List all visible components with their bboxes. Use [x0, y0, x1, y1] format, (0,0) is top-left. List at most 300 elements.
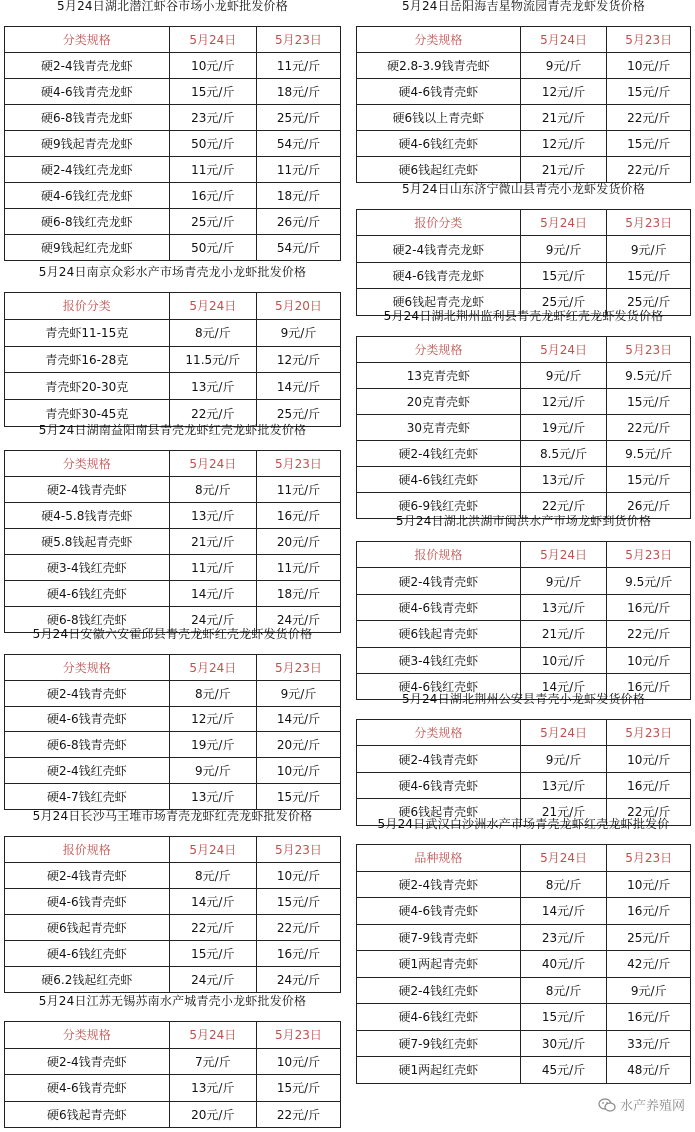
spec-cell: 硬6-8钱青壳龙虾	[5, 105, 170, 131]
header-spec: 分类规格	[5, 451, 170, 477]
price-cell: 13元/斤	[169, 1075, 256, 1102]
spec-cell: 硬6钱起青壳龙虾	[357, 289, 521, 315]
table-row	[5, 529, 341, 555]
table-title: 5月24日南京众彩水产市场青壳龙小龙虾批发价格	[38, 265, 307, 279]
price-cell: 21元/斤	[520, 105, 607, 131]
price-cell: 13元/斤	[520, 467, 607, 493]
header-date: 5月24日	[169, 655, 256, 681]
price-cell: 14元/斤	[256, 373, 340, 400]
price-cell: 16元/斤	[607, 772, 691, 798]
price-cell: 15元/斤	[520, 1004, 607, 1031]
spec-cell: 青壳虾30-45克	[5, 400, 170, 427]
price-table-nanjing	[4, 266, 341, 427]
header-date: 5月23日	[256, 655, 340, 681]
spec-cell: 13克青壳虾	[357, 363, 521, 389]
spec-cell: 硬2-4钱红壳虾	[5, 758, 170, 784]
spec-cell: 硬4-5.8钱青壳虾	[5, 503, 170, 529]
table-row	[5, 680, 341, 706]
spec-cell: 硬4-6钱青壳虾	[357, 594, 521, 620]
table-row	[5, 373, 341, 400]
price-cell: 20元/斤	[256, 529, 340, 555]
header-spec: 分类规格	[357, 27, 521, 53]
table-row	[5, 157, 341, 183]
spec-cell: 青壳虾16-28克	[5, 346, 170, 373]
price-cell: 40元/斤	[520, 951, 607, 978]
table-row	[357, 262, 691, 288]
price-cell: 11.5元/斤	[169, 346, 256, 373]
spec-cell: 硬6钱起青壳虾	[5, 1101, 170, 1128]
spec-cell: 硬2-4钱青壳虾	[5, 477, 170, 503]
table-row	[5, 706, 341, 732]
spec-cell: 硬4-6钱红壳虾	[357, 673, 521, 699]
header-date: 5月23日	[256, 837, 340, 863]
price-cell: 8元/斤	[520, 871, 607, 898]
spec-cell: 硬2-4钱红壳龙虾	[5, 157, 170, 183]
price-table	[4, 654, 341, 810]
price-cell: 22元/斤	[256, 915, 340, 941]
price-cell: 48元/斤	[607, 1057, 691, 1084]
price-cell: 9.5元/斤	[607, 441, 691, 467]
table-row	[5, 131, 341, 157]
price-cell: 10元/斤	[607, 871, 691, 898]
spec-cell: 硬6-8钱红壳虾	[5, 607, 170, 633]
price-cell: 50元/斤	[169, 235, 256, 261]
header-date: 5月24日	[520, 337, 607, 363]
price-cell: 10元/斤	[607, 647, 691, 673]
price-cell: 8元/斤	[169, 477, 256, 503]
price-cell: 10元/斤	[256, 863, 340, 889]
price-cell: 9元/斤	[520, 236, 607, 262]
table-row	[5, 477, 341, 503]
header-spec: 分类规格	[5, 1022, 170, 1049]
table-row	[5, 183, 341, 209]
price-table	[356, 719, 691, 826]
price-cell: 11元/斤	[169, 157, 256, 183]
table-title: 5月24日湖北洪湖市闽洪水产市场龙虾到货价格	[395, 514, 652, 528]
header-row	[5, 27, 341, 53]
price-cell: 22元/斤	[607, 621, 691, 647]
table-row	[357, 594, 691, 620]
price-cell: 25元/斤	[169, 209, 256, 235]
table-row	[5, 1048, 341, 1075]
spec-cell: 硬6.2钱起红壳虾	[5, 967, 170, 993]
price-cell: 25元/斤	[520, 289, 607, 315]
table-row	[357, 568, 691, 594]
table-row	[5, 1075, 341, 1102]
spec-cell: 硬2-4钱青壳虾	[5, 1048, 170, 1075]
price-cell: 15元/斤	[256, 889, 340, 915]
price-cell: 25元/斤	[256, 105, 340, 131]
header-date: 5月23日	[607, 27, 691, 53]
price-cell: 23元/斤	[520, 924, 607, 951]
price-cell: 24元/斤	[256, 607, 340, 633]
price-cell: 15元/斤	[607, 389, 691, 415]
table-row	[357, 441, 691, 467]
price-cell: 15元/斤	[607, 79, 691, 105]
table-row	[357, 105, 691, 131]
header-date: 5月24日	[169, 837, 256, 863]
table-row	[5, 53, 341, 79]
price-cell: 50元/斤	[169, 131, 256, 157]
price-cell: 9元/斤	[520, 746, 607, 772]
table-row	[5, 79, 341, 105]
table-title: 5月24日江苏无锡苏南水产城青壳小龙虾批发价格	[38, 994, 307, 1008]
price-cell: 13元/斤	[520, 772, 607, 798]
price-table	[4, 1021, 341, 1128]
header-row	[357, 720, 691, 746]
spec-cell: 硬3-4钱红壳虾	[357, 647, 521, 673]
price-cell: 13元/斤	[169, 503, 256, 529]
spec-cell: 硬6-9钱红壳虾	[357, 493, 521, 519]
price-cell: 13元/斤	[169, 783, 256, 809]
header-row	[357, 27, 691, 53]
price-cell: 16元/斤	[607, 1004, 691, 1031]
price-table	[4, 450, 341, 633]
spec-cell: 硬4-6钱青壳虾	[357, 898, 521, 925]
table-row	[357, 898, 691, 925]
price-table	[4, 836, 341, 993]
price-cell: 21元/斤	[520, 157, 607, 183]
header-row	[357, 845, 691, 872]
price-table	[4, 292, 341, 427]
table-row	[5, 319, 341, 346]
price-cell: 8元/斤	[169, 863, 256, 889]
table-row	[5, 1101, 341, 1128]
table-row	[357, 871, 691, 898]
table-row	[5, 503, 341, 529]
header-date: 5月24日	[520, 542, 607, 568]
price-cell: 10元/斤	[520, 647, 607, 673]
spec-cell: 硬4-6钱青壳虾	[357, 79, 521, 105]
price-cell: 9.5元/斤	[607, 568, 691, 594]
price-table-jianli	[356, 310, 691, 519]
header-date: 5月23日	[607, 845, 691, 872]
price-cell: 15元/斤	[256, 1075, 340, 1102]
spec-cell: 硬4-6钱红壳虾	[357, 1004, 521, 1031]
price-cell: 9元/斤	[520, 53, 607, 79]
price-cell: 21元/斤	[169, 529, 256, 555]
price-cell: 7元/斤	[169, 1048, 256, 1075]
table-row	[357, 647, 691, 673]
price-cell: 22元/斤	[607, 415, 691, 441]
header-date: 5月24日	[520, 27, 607, 53]
price-cell: 16元/斤	[607, 673, 691, 699]
price-cell: 22元/斤	[607, 157, 691, 183]
price-cell: 15元/斤	[169, 79, 256, 105]
spec-cell: 硬2-4钱青壳虾	[357, 568, 521, 594]
table-row	[5, 581, 341, 607]
table-row	[5, 346, 341, 373]
table-row	[5, 758, 341, 784]
price-cell: 12元/斤	[520, 131, 607, 157]
price-cell: 22元/斤	[607, 799, 691, 825]
price-cell: 14元/斤	[169, 581, 256, 607]
price-cell: 8元/斤	[169, 319, 256, 346]
header-spec: 分类规格	[357, 720, 521, 746]
table-row	[357, 1057, 691, 1084]
header-date: 5月24日	[520, 845, 607, 872]
header-date: 5月24日	[169, 293, 256, 320]
header-date: 5月23日	[607, 720, 691, 746]
spec-cell: 硬6钱以上青壳虾	[357, 105, 521, 131]
price-cell: 25元/斤	[607, 289, 691, 315]
table-row	[5, 863, 341, 889]
spec-cell: 硬7-9钱红壳虾	[357, 1030, 521, 1057]
table-row	[5, 941, 341, 967]
spec-cell: 硬6钱起青壳虾	[357, 621, 521, 647]
table-row	[5, 732, 341, 758]
table-title: 5月24日湖北荆州监利县青壳龙虾红壳龙虾发货价格	[383, 309, 664, 323]
spec-cell: 硬4-6钱青壳虾	[357, 772, 521, 798]
table-row	[5, 967, 341, 993]
price-cell: 15元/斤	[607, 262, 691, 288]
price-cell: 15元/斤	[256, 783, 340, 809]
table-row	[5, 915, 341, 941]
table-row	[357, 131, 691, 157]
price-table-luan	[4, 628, 341, 810]
spec-cell: 硬2-4钱红壳虾	[357, 977, 521, 1004]
spec-cell: 硬2-4钱青壳虾	[5, 680, 170, 706]
price-cell: 10元/斤	[256, 1048, 340, 1075]
price-cell: 25元/斤	[256, 400, 340, 427]
price-cell: 26元/斤	[607, 493, 691, 519]
spec-cell: 青壳虾20-30克	[5, 373, 170, 400]
price-cell: 9.5元/斤	[607, 363, 691, 389]
price-cell: 10元/斤	[256, 758, 340, 784]
price-cell: 19元/斤	[520, 415, 607, 441]
price-cell: 18元/斤	[256, 79, 340, 105]
spec-cell: 硬7-9钱青壳虾	[357, 924, 521, 951]
spec-cell: 硬6钱起红壳虾	[357, 157, 521, 183]
price-cell: 26元/斤	[256, 209, 340, 235]
header-row	[5, 837, 341, 863]
price-cell: 22元/斤	[607, 105, 691, 131]
wechat-icon	[598, 1098, 616, 1112]
header-row	[5, 451, 341, 477]
header-row	[357, 337, 691, 363]
spec-cell: 硬5.8钱起青壳虾	[5, 529, 170, 555]
price-cell: 10元/斤	[607, 746, 691, 772]
spec-cell: 硬2-4钱青壳龙虾	[357, 236, 521, 262]
price-cell: 9元/斤	[520, 363, 607, 389]
spec-cell: 硬1两起红壳虾	[357, 1057, 521, 1084]
price-cell: 16元/斤	[256, 503, 340, 529]
price-cell: 23元/斤	[169, 105, 256, 131]
spec-cell: 硬2-4钱青壳虾	[5, 863, 170, 889]
table-title: 5月24日湖北潜江虾谷市场小龙虾批发价格	[57, 0, 288, 13]
table-row	[357, 79, 691, 105]
watermark	[598, 1095, 685, 1114]
price-cell: 12元/斤	[169, 706, 256, 732]
price-cell: 15元/斤	[607, 467, 691, 493]
price-cell: 16元/斤	[607, 594, 691, 620]
table-row	[357, 389, 691, 415]
table-row	[357, 157, 691, 183]
price-cell: 54元/斤	[256, 131, 340, 157]
spec-cell: 硬9钱起红壳龙虾	[5, 235, 170, 261]
header-date: 5月23日	[607, 210, 691, 236]
table-row	[357, 951, 691, 978]
price-cell: 22元/斤	[256, 1101, 340, 1128]
price-cell: 9元/斤	[520, 568, 607, 594]
spec-cell: 硬2-4钱青壳龙虾	[5, 53, 170, 79]
price-cell: 20元/斤	[256, 732, 340, 758]
table-row	[357, 236, 691, 262]
table-row	[357, 746, 691, 772]
spec-cell: 硬2-4钱青壳虾	[357, 746, 521, 772]
spec-cell: 硬9钱起青壳龙虾	[5, 131, 170, 157]
price-table-wuhan	[356, 818, 691, 1084]
price-cell: 24元/斤	[169, 607, 256, 633]
price-cell: 11元/斤	[256, 157, 340, 183]
price-cell: 12元/斤	[520, 389, 607, 415]
table-row	[5, 209, 341, 235]
price-cell: 13元/斤	[169, 373, 256, 400]
price-cell: 16元/斤	[169, 183, 256, 209]
header-date: 5月23日	[256, 27, 340, 53]
price-cell: 16元/斤	[256, 941, 340, 967]
spec-cell: 硬4-6钱红壳虾	[357, 131, 521, 157]
spec-cell: 硬6-8钱红壳龙虾	[5, 209, 170, 235]
price-cell: 22元/斤	[169, 400, 256, 427]
price-cell: 18元/斤	[256, 581, 340, 607]
table-title: 5月24日湖北荆州公安县青壳小龙虾发货价格	[401, 692, 646, 706]
spec-cell: 30克青壳虾	[357, 415, 521, 441]
price-cell: 10元/斤	[169, 53, 256, 79]
table-row	[357, 977, 691, 1004]
spec-cell: 硬4-6钱红壳虾	[357, 467, 521, 493]
table-row	[5, 783, 341, 809]
spec-cell: 硬2.8-3.9钱青壳虾	[357, 53, 521, 79]
price-cell: 14元/斤	[256, 706, 340, 732]
price-cell: 21元/斤	[520, 799, 607, 825]
price-table	[356, 209, 691, 316]
price-cell: 14元/斤	[520, 673, 607, 699]
spec-cell: 硬4-6钱红壳虾	[5, 941, 170, 967]
table-title: 5月24日武汉白沙洲水产市场青壳龙虾红壳龙虾批发价	[377, 817, 670, 831]
table-row	[357, 53, 691, 79]
spec-cell: 硬4-6钱青壳龙虾	[357, 262, 521, 288]
header-spec: 报价规格	[357, 542, 521, 568]
price-cell: 24元/斤	[256, 967, 340, 993]
price-cell: 12元/斤	[256, 346, 340, 373]
spec-cell: 硬4-6钱红壳虾	[5, 581, 170, 607]
header-spec: 分类规格	[5, 655, 170, 681]
price-table-yueyang	[356, 0, 691, 183]
price-cell: 9元/斤	[256, 680, 340, 706]
table-row	[357, 772, 691, 798]
spec-cell: 硬6-8钱青壳虾	[5, 732, 170, 758]
header-date: 5月24日	[169, 27, 256, 53]
price-table	[356, 26, 691, 183]
header-date: 5月23日	[607, 542, 691, 568]
table-row	[5, 555, 341, 581]
header-spec: 报价规格	[5, 837, 170, 863]
spec-cell: 硬1两起青壳虾	[357, 951, 521, 978]
header-date: 5月24日	[520, 720, 607, 746]
spec-cell: 硬2-4钱青壳虾	[357, 871, 521, 898]
price-table	[356, 336, 691, 519]
price-cell: 33元/斤	[607, 1030, 691, 1057]
price-cell: 9元/斤	[607, 977, 691, 1004]
price-table-changsha	[4, 810, 341, 993]
price-cell: 11元/斤	[256, 477, 340, 503]
table-row	[357, 1030, 691, 1057]
table-row	[357, 415, 691, 441]
price-cell: 8元/斤	[169, 680, 256, 706]
spec-cell: 硬4-6钱青壳虾	[5, 706, 170, 732]
table-row	[357, 621, 691, 647]
price-table-yiyang	[4, 424, 341, 633]
price-cell: 25元/斤	[607, 924, 691, 951]
table-title: 5月24日岳阳海吉星物流园青壳龙虾发货价格	[401, 0, 646, 13]
price-cell: 22元/斤	[520, 493, 607, 519]
header-spec: 分类规格	[357, 337, 521, 363]
price-cell: 9元/斤	[169, 758, 256, 784]
header-date: 5月23日	[256, 451, 340, 477]
header-date: 5月23日	[256, 1022, 340, 1049]
header-date: 5月24日	[169, 1022, 256, 1049]
price-table-honghu	[356, 515, 691, 700]
price-cell: 9元/斤	[256, 319, 340, 346]
price-cell: 20元/斤	[169, 1101, 256, 1128]
price-cell: 22元/斤	[169, 915, 256, 941]
spec-cell: 硬2-4钱红壳虾	[357, 441, 521, 467]
spec-cell: 硬4-6钱青壳龙虾	[5, 79, 170, 105]
price-cell: 8.5元/斤	[520, 441, 607, 467]
price-table-qianjiang	[4, 0, 341, 261]
header-spec: 报价分类	[357, 210, 521, 236]
price-cell: 21元/斤	[520, 621, 607, 647]
spec-cell: 硬4-6钱青壳虾	[5, 889, 170, 915]
table-row	[5, 889, 341, 915]
table-row	[5, 235, 341, 261]
header-row	[5, 293, 341, 320]
watermark-text: 水产养殖网	[619, 1099, 685, 1114]
table-title: 5月24日安徽六安霍邱县青壳龙虾红壳龙虾发货价格	[32, 627, 313, 641]
spec-cell: 硬3-4钱红壳虾	[5, 555, 170, 581]
price-cell: 11元/斤	[256, 555, 340, 581]
price-table-gongan	[356, 693, 691, 826]
price-cell: 18元/斤	[256, 183, 340, 209]
spec-cell: 20克青壳虾	[357, 389, 521, 415]
spec-cell: 硬4-7钱红壳虾	[5, 783, 170, 809]
table-row	[357, 1004, 691, 1031]
table-title: 5月24日山东济宁微山县青壳小龙虾发货价格	[401, 182, 646, 196]
price-cell: 11元/斤	[256, 53, 340, 79]
header-spec: 品种规格	[357, 845, 521, 872]
header-row	[357, 210, 691, 236]
price-cell: 45元/斤	[520, 1057, 607, 1084]
spec-cell: 硬4-6钱青壳虾	[5, 1075, 170, 1102]
price-cell: 15元/斤	[520, 262, 607, 288]
price-cell: 15元/斤	[169, 941, 256, 967]
price-cell: 8元/斤	[520, 977, 607, 1004]
header-date: 5月23日	[607, 337, 691, 363]
price-cell: 10元/斤	[607, 53, 691, 79]
spec-cell: 硬6钱起青壳虾	[357, 799, 521, 825]
price-cell: 11元/斤	[169, 555, 256, 581]
table-row	[357, 924, 691, 951]
price-table	[356, 844, 691, 1084]
spec-cell: 青壳虾11-15克	[5, 319, 170, 346]
table-title: 5月24日长沙马王堆市场青壳龙虾红壳龙虾批发价格	[32, 809, 313, 823]
price-cell: 24元/斤	[169, 967, 256, 993]
price-cell: 9元/斤	[607, 236, 691, 262]
header-row	[357, 542, 691, 568]
spec-cell: 硬6钱起青壳虾	[5, 915, 170, 941]
price-cell: 13元/斤	[520, 594, 607, 620]
